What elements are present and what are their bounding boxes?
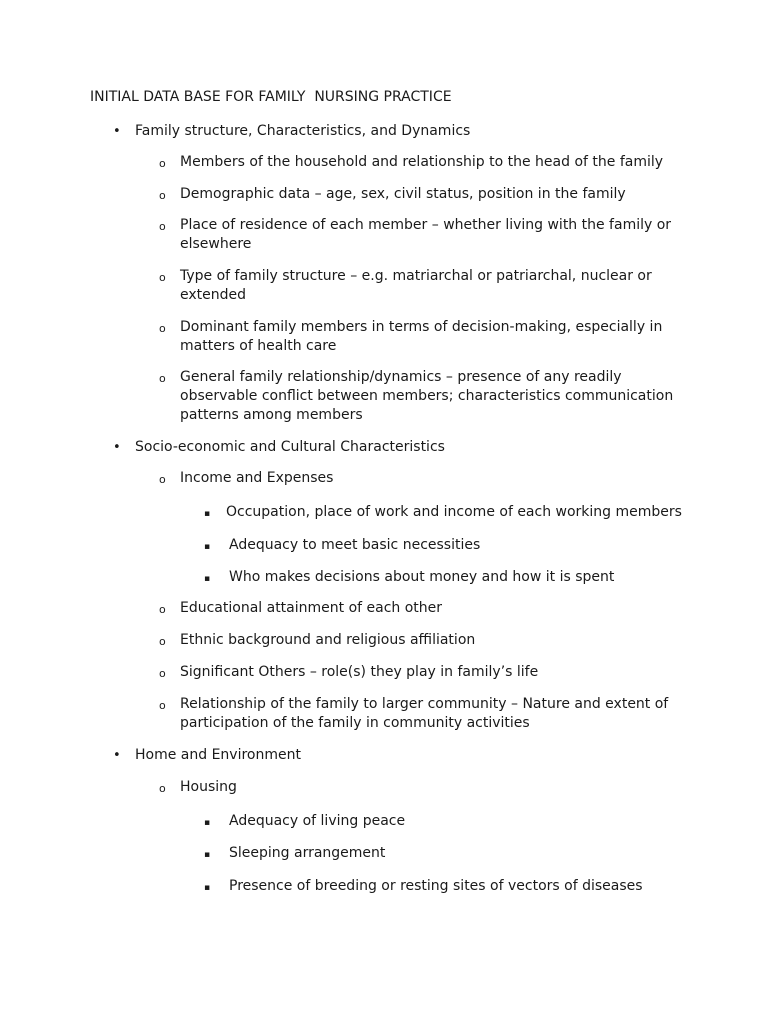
bullet-circle: o (159, 699, 166, 712)
sub-list-item: Presence of breeding or resting sites of vectors of diseases (229, 878, 643, 894)
sub-list-item: Sleeping arrangement (229, 845, 386, 861)
bullet-disc: • (113, 124, 121, 139)
list-item: Housing (180, 779, 237, 795)
bullet-circle: o (159, 322, 166, 335)
list-item: Place of residence of each member – whether living with the family or elsewhere (180, 217, 672, 252)
bullet-square: ▪ (204, 509, 211, 519)
bullet-circle: o (159, 220, 166, 233)
bullet-circle: o (159, 189, 166, 202)
list-item: Ethnic background and religious affiliation (180, 632, 476, 648)
bullet-circle: o (159, 635, 166, 648)
sub-list-item: Who makes decisions about money and how it is spent (229, 569, 615, 585)
bullet-circle: o (159, 157, 166, 170)
bullet-circle: o (159, 667, 166, 680)
list-item: Significant Others – role(s) they play in family’s life (180, 664, 539, 680)
list-item: General family relationship/dynamics – presence of any readily observable conflict between members; characteristics communication patterns among members (180, 369, 674, 423)
bullet-square: ▪ (204, 883, 211, 893)
list-item: Income and Expenses (180, 470, 334, 486)
bullet-circle: o (159, 271, 166, 284)
bullet-circle: o (159, 473, 166, 486)
bullet-disc: • (113, 748, 121, 763)
list-item: Members of the household and relationship to the head of the family (180, 154, 664, 170)
bullet-square: ▪ (204, 574, 211, 584)
bullet-square: ▪ (204, 818, 211, 828)
section-heading: Family structure, Characteristics, and Dynamics (135, 123, 471, 139)
sub-list-item: Occupation, place of work and income of each working members (226, 504, 682, 520)
list-item: Educational attainment of each other (180, 600, 443, 616)
document-title: INITIAL DATA BASE FOR FAMILY NURSING PRACTICE (90, 89, 452, 105)
section-heading: Socio-economic and Cultural Characteristics (135, 439, 445, 455)
list-item: Type of family structure – e.g. matriarchal or patriarchal, nuclear or extended (180, 268, 652, 303)
bullet-circle: o (159, 603, 166, 616)
list-item: Relationship of the family to larger community – Nature and extent of participation of the family in community activities (180, 696, 669, 731)
bullet-square: ▪ (204, 542, 211, 552)
list-item: Dominant family members in terms of decision-making, especially in matters of health care (180, 319, 663, 354)
list-item: Demographic data – age, sex, civil status, position in the family (180, 186, 626, 202)
section-heading: Home and Environment (135, 747, 301, 763)
sub-list-item: Adequacy to meet basic necessities (229, 537, 481, 553)
bullet-square: ▪ (204, 850, 211, 860)
bullet-circle: o (159, 782, 166, 795)
bullet-disc: • (113, 440, 121, 455)
bullet-circle: o (159, 372, 166, 385)
sub-list-item: Adequacy of living peace (229, 813, 406, 829)
